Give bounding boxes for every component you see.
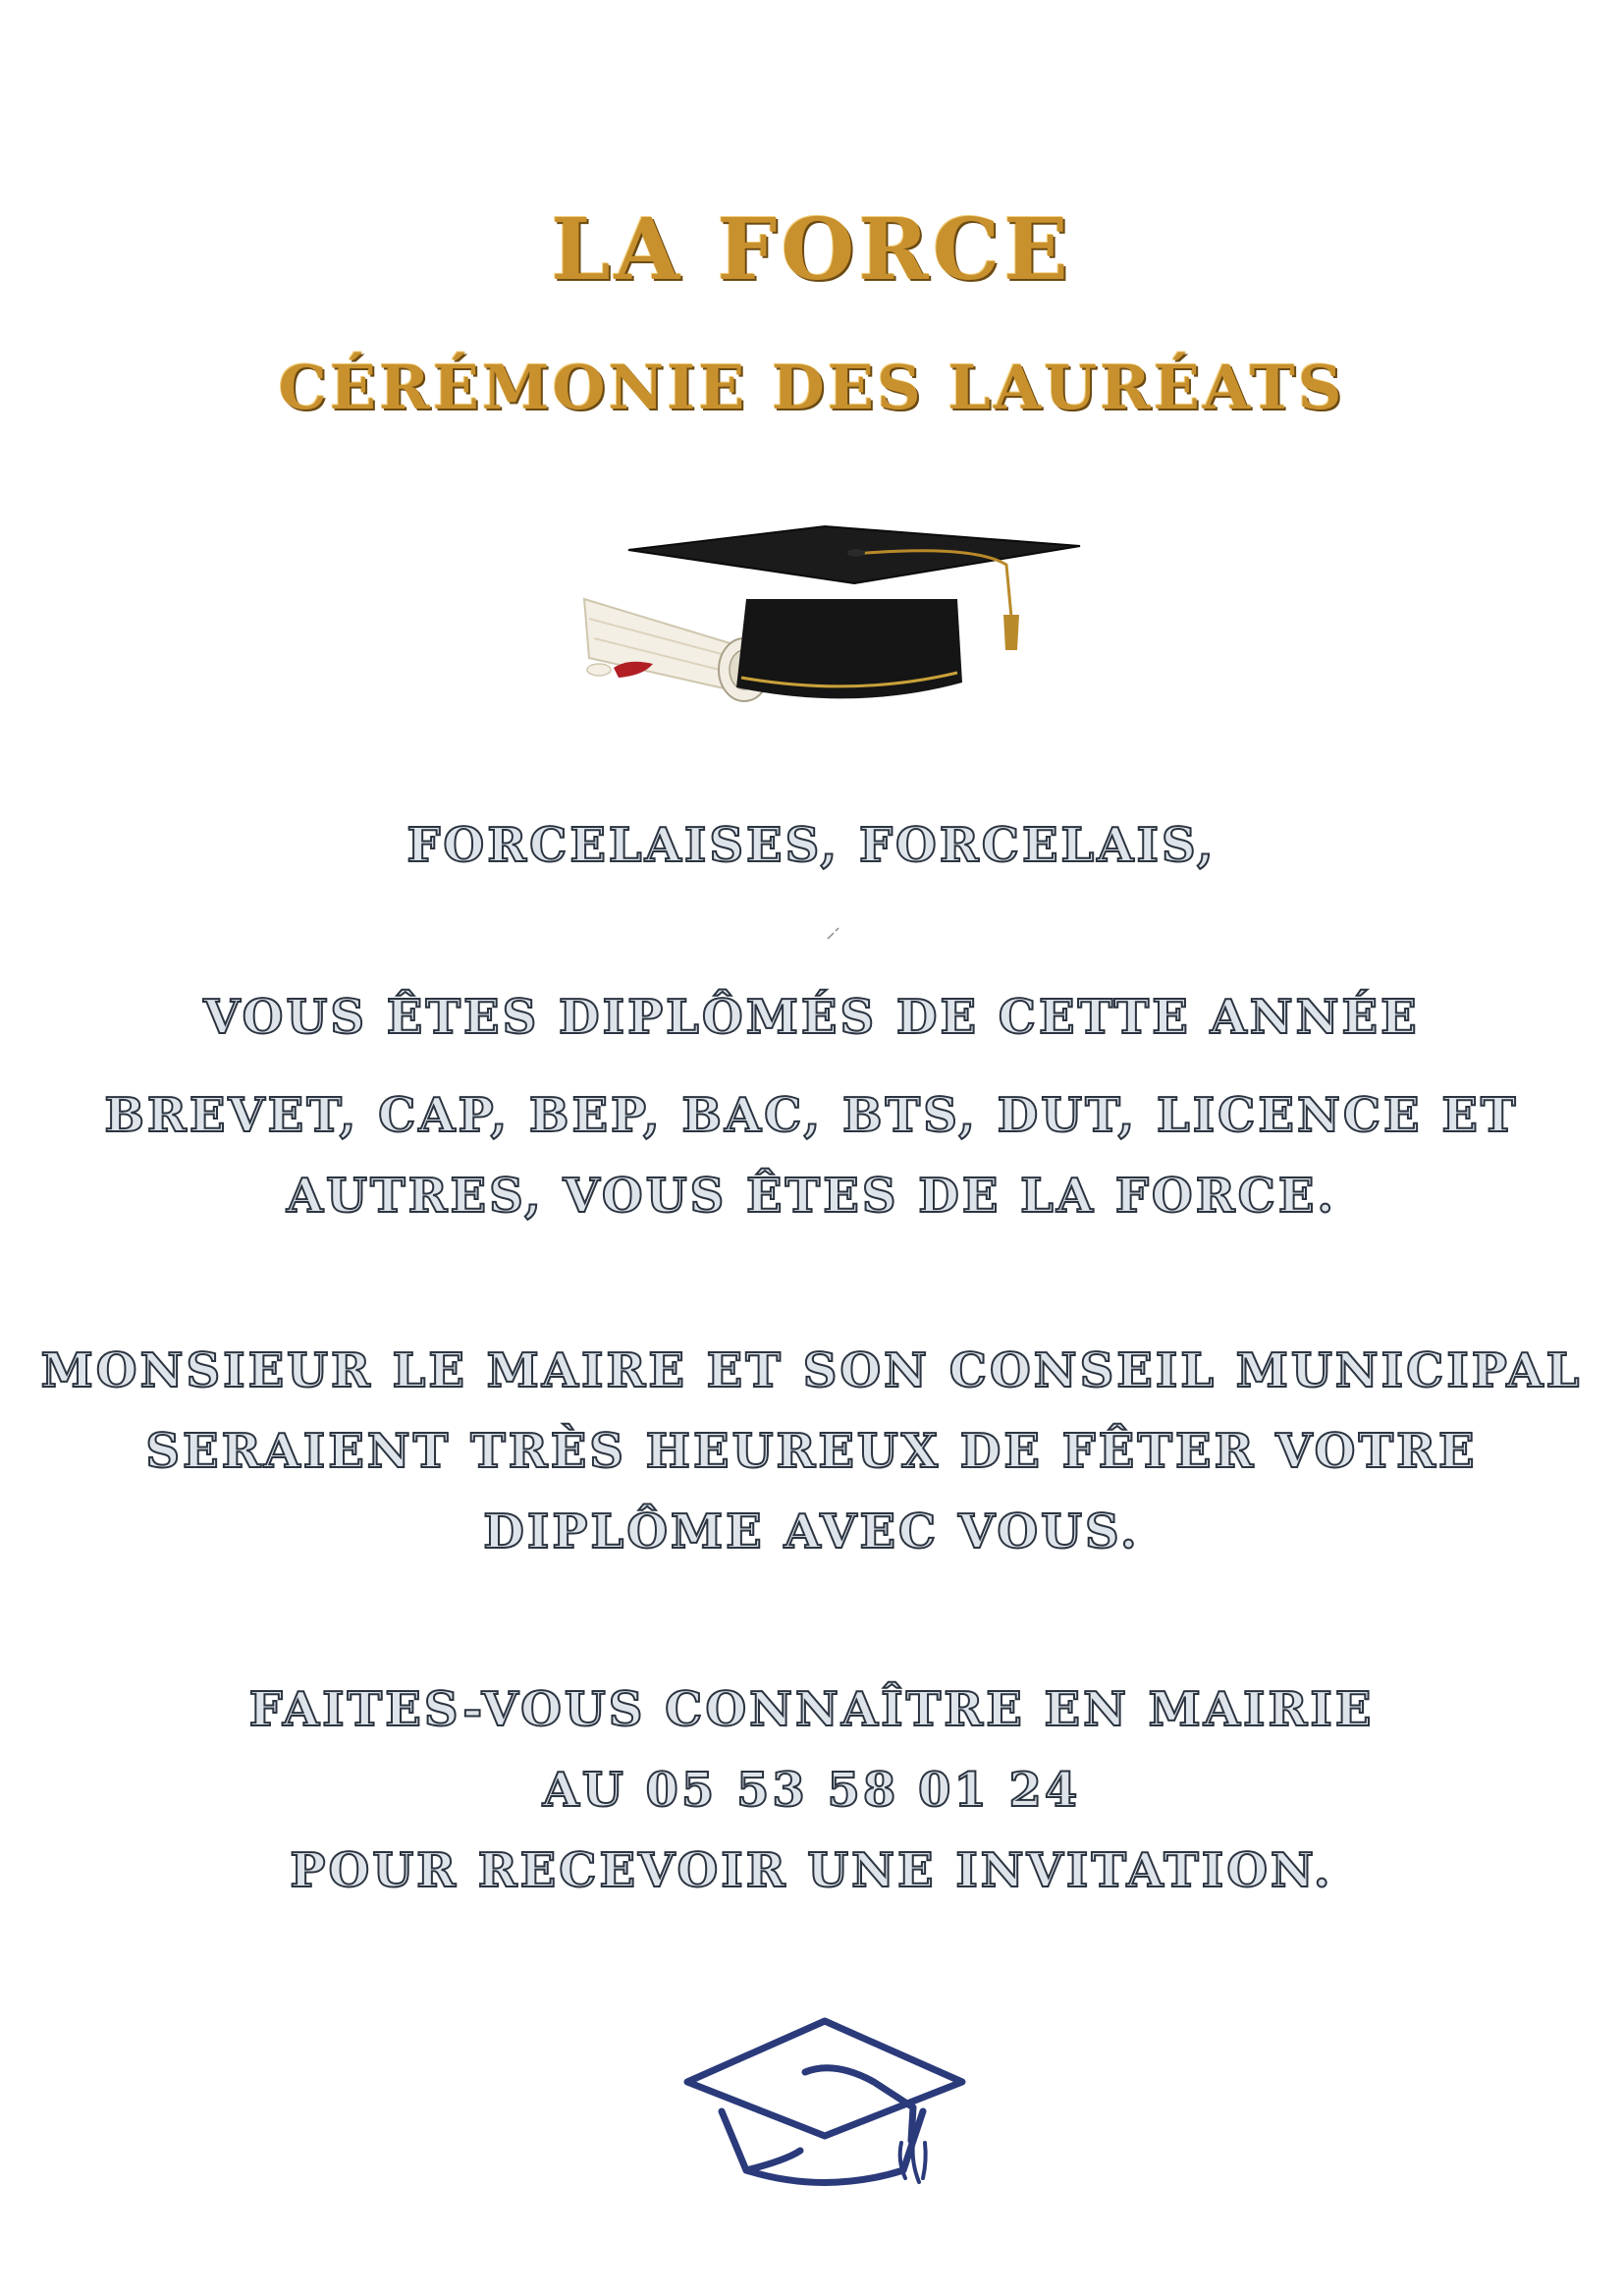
paragraph-line: SERAIENT TRÈS HEUREUX DE FÊTER VOTRE: [145, 1424, 1478, 1479]
greeting: FORCELAISES, FORCELAIS,: [406, 818, 1217, 873]
paragraph-diplomas: [0, 977, 1623, 1236]
paragraph-line: BREVET, CAP, BEP, BAC, BTS, DUT, LICENCE ET: [104, 1088, 1519, 1143]
graduation-cap-and-diploma-icon: [560, 520, 1090, 727]
scan-speck-icon: [825, 925, 842, 943]
paragraph-line: FAITES-VOUS CONNAÎTRE EN MAIRIE: [248, 1682, 1375, 1737]
page-title: LA FORCE: [551, 200, 1072, 300]
paragraph-line: AUTRES, VOUS ÊTES DE LA FORCE.: [286, 1169, 1337, 1224]
paragraph-line: POUR RECEVOIR UNE INVITATION.: [290, 1843, 1333, 1898]
paragraph-line: MONSIEUR LE MAIRE ET SON CONSEIL MUNICIPAL: [40, 1343, 1583, 1398]
page-subtitle: CÉRÉMONIE DES LAURÉATS: [278, 352, 1345, 423]
paragraph-line: VOUS ÊTES DIPLÔMÉS DE CETTE ANNÉE: [203, 990, 1420, 1045]
paragraph-mayor: [0, 1331, 1623, 1572]
graduation-cap-outline-icon: [677, 2013, 972, 2200]
phone-number: AU 05 53 58 01 24: [542, 1763, 1081, 1818]
paragraph-line: DIPLÔME AVEC VOUS.: [483, 1504, 1140, 1559]
paragraph-contact: [0, 1669, 1623, 1911]
